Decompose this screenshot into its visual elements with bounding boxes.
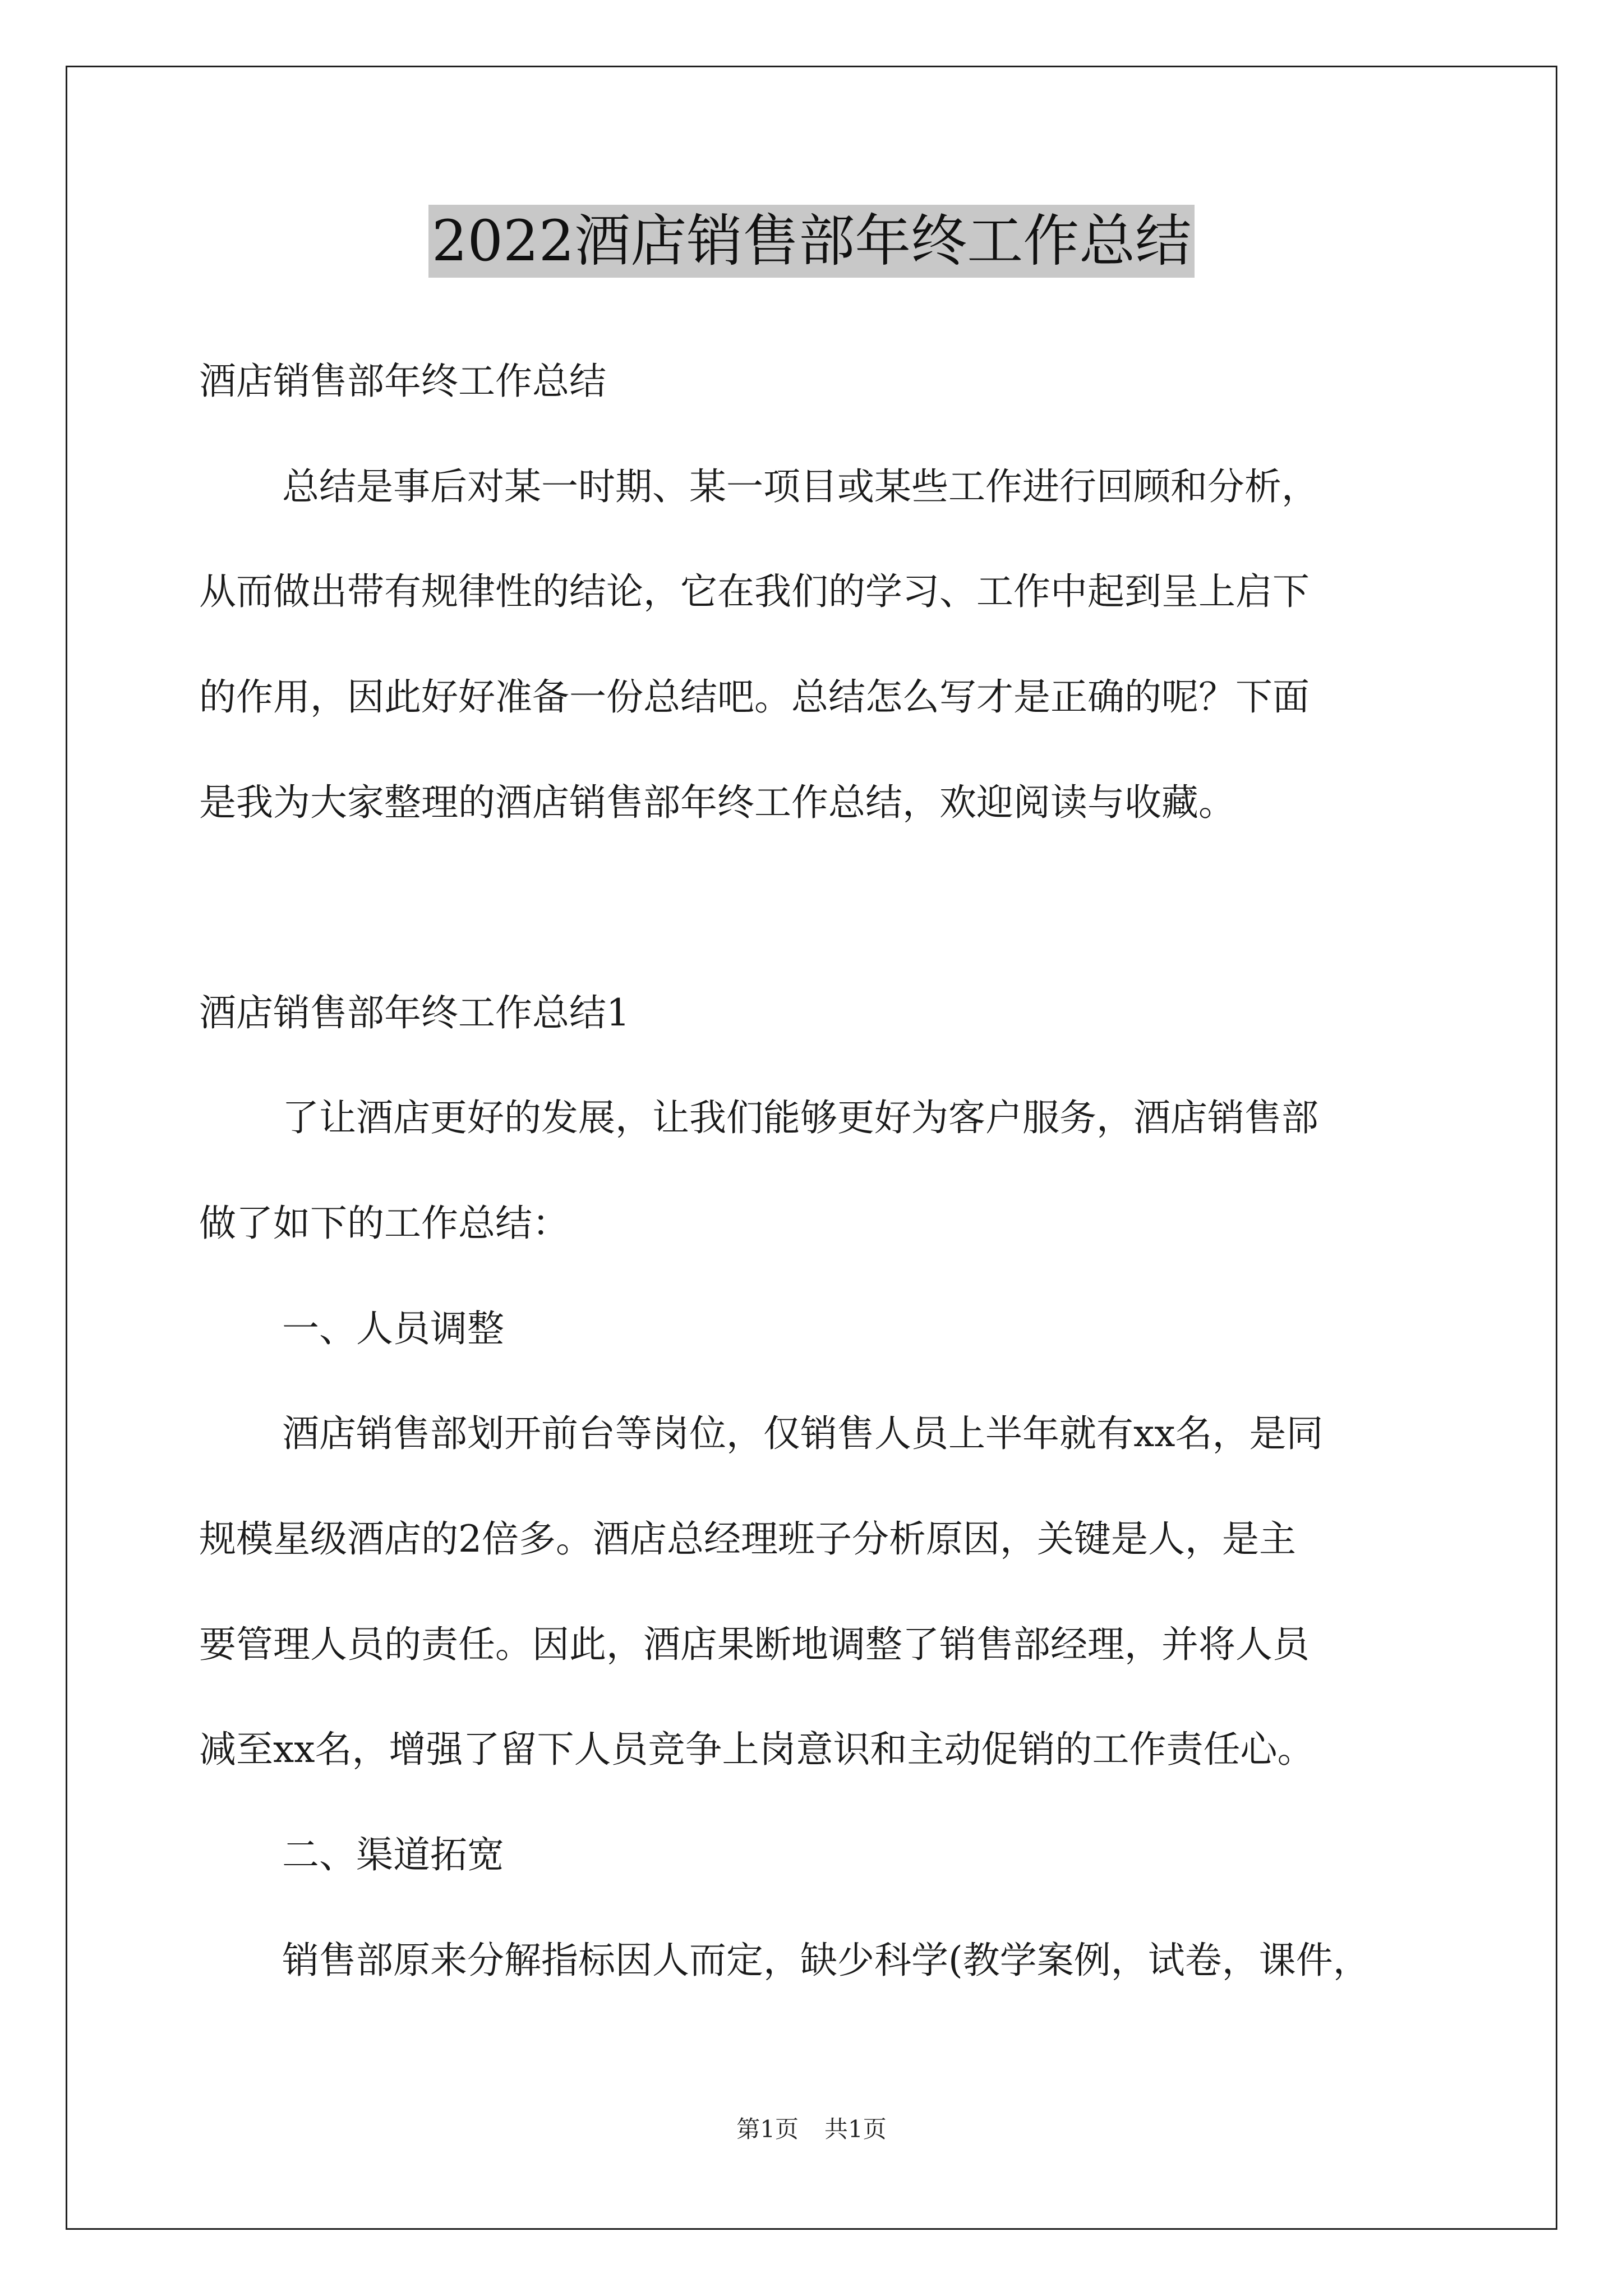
paragraph-line: 要管理人员的责任。因此，酒店果断地调整了销售部经理，并将人员	[199, 1623, 1310, 1666]
paragraph-line: 的作用，因此好好准备一份总结吧。总结怎么写才是正确的呢？下面	[199, 675, 1310, 719]
section-heading: 酒店销售部年终工作总结1	[199, 991, 630, 1034]
paragraph-line: 是我为大家整理的酒店销售部年终工作总结，欢迎阅读与收藏。	[199, 781, 1235, 824]
page-total: 共1页	[824, 2115, 887, 2143]
subsection-heading: 一、人员调整	[282, 1307, 504, 1350]
page-footer	[0, 2114, 1623, 2145]
subtitle-line: 酒店销售部年终工作总结	[199, 360, 606, 403]
subsection-heading: 二、渠道拓宽	[282, 1833, 504, 1876]
paragraph-line: 酒店销售部划开前台等岗位，仅销售人员上半年就有xx名，是同	[282, 1412, 1324, 1455]
paragraph-line: 规模星级酒店的2倍多。酒店总经理班子分析原因，关键是人，是主	[199, 1517, 1296, 1561]
page-number: 第1页	[736, 2115, 799, 2143]
paragraph-line: 做了如下的工作总结：	[199, 1202, 569, 1245]
paragraph-line: 减至xx名，增强了留下人员竞争上岗意识和主动促销的工作责任心。	[199, 1728, 1315, 1771]
paragraph-line: 了让酒店更好的发展，让我们能够更好为客户服务，酒店销售部	[282, 1096, 1318, 1139]
title-container	[0, 205, 1623, 278]
document-title: 2022酒店销售部年终工作总结	[428, 205, 1195, 278]
paragraph-line: 从而做出带有规律性的结论，它在我们的学习、工作中起到呈上启下	[199, 570, 1310, 613]
paragraph-line: 销售部原来分解指标因人而定，缺少科学(教学案例，试卷，课件，	[282, 1939, 1370, 1982]
paragraph-line: 总结是事后对某一时期、某一项目或某些工作进行回顾和分析，	[282, 465, 1318, 508]
